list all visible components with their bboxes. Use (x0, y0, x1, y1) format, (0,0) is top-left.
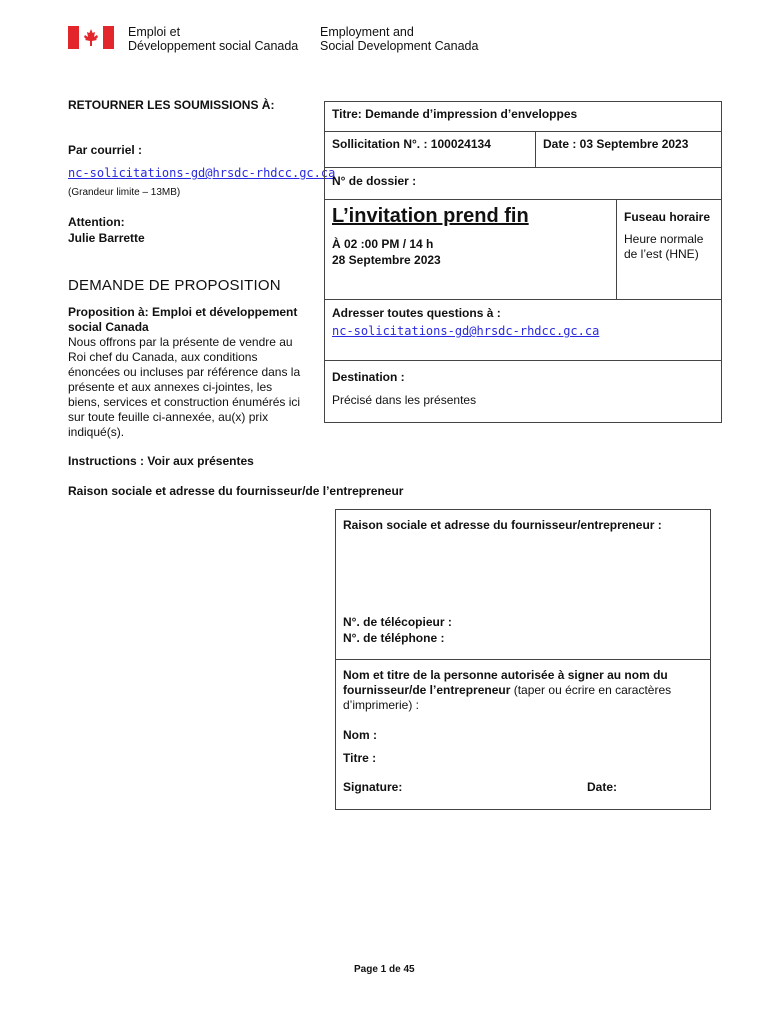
canada-flag-logo (68, 26, 114, 49)
contact-name: Julie Barrette (68, 231, 145, 245)
page-number: Page 1 de 45 (354, 964, 415, 975)
signer-heading (343, 668, 703, 713)
closing-time: À 02 :00 PM / 14 h (332, 237, 434, 251)
divider (324, 131, 722, 132)
return-email-link[interactable]: nc-solicitations-gd@hrsdc-rhdcc.gc.ca (68, 166, 336, 180)
signer-title-field: Titre : (343, 751, 377, 765)
proposal-to-line2: social Canada (68, 320, 149, 334)
phone-number-field: N°. de téléphone : (343, 631, 445, 645)
divider (324, 299, 722, 300)
timezone-label: Fuseau horaire (624, 210, 711, 224)
offer-line: indiqué(s). (68, 425, 125, 439)
signer-heading-line2-bold: fournisseur/de l’entrepreneur (343, 683, 511, 697)
return-heading: RETOURNER LES SOUMISSIONS À: (68, 98, 275, 112)
offer-line: sur toute feuille ci-annexée, au(x) prix (68, 410, 269, 424)
divider (535, 131, 536, 167)
questions-label: Adresser toutes questions à : (332, 306, 501, 320)
instructions-line: Instructions : Voir aux présentes (68, 454, 254, 468)
closing-date: 28 Septembre 2023 (332, 253, 441, 267)
attention-label: Attention: (68, 215, 125, 229)
closing-heading: L’invitation prend fin (332, 205, 529, 227)
dept-fr-line1: Emploi et (128, 25, 181, 39)
dept-fr-line2: Développement social Canada (128, 39, 299, 53)
destination-label: Destination : (332, 370, 405, 384)
offer-line: Roi chef du Canada, aux conditions (68, 350, 258, 364)
offer-line: énoncées ou incluses par référence dans la (68, 365, 301, 379)
size-limit-note: (Grandeur limite – 13MB) (68, 187, 181, 198)
signer-heading-line2-rest: (taper ou écrire en caractères (510, 683, 672, 697)
timezone-value-line1: Heure normale (624, 232, 704, 246)
solicitation-date: Date : 03 Septembre 2023 (543, 137, 689, 151)
signer-name-field: Nom : (343, 728, 377, 742)
department-name-en (320, 25, 478, 53)
destination-value: Précisé dans les présentes (332, 393, 477, 407)
divider (324, 360, 722, 361)
rfp-title: DEMANDE DE PROPOSITION (68, 277, 281, 294)
fax-number-field: N°. de télécopieur : (343, 615, 452, 629)
offer-line: présente et aux annexes ci-jointes, les (68, 380, 273, 394)
signature-date-field: Date: (587, 780, 618, 794)
file-number-label: N° de dossier : (332, 174, 417, 188)
proposal-to-line1: Proposition à: Emploi et développement (68, 305, 298, 319)
divider (335, 659, 711, 660)
signature-field: Signature: (343, 780, 403, 794)
divider (616, 199, 617, 299)
proposal-block (68, 305, 318, 440)
tender-title: Titre: Demande d’impression d’enveloppes (332, 107, 578, 121)
supplier-heading: Raison sociale et adresse du fournisseur/de l’entrepreneur (68, 484, 404, 498)
divider (324, 199, 722, 200)
questions-email-link[interactable]: nc-solicitations-gd@hrsdc-rhdcc.gc.ca (332, 324, 600, 338)
signer-heading-line1: Nom et titre de la personne autorisée à signer au nom du (343, 668, 668, 682)
dept-en-line2: Social Development Canada (320, 39, 479, 53)
divider (324, 167, 722, 168)
offer-line: biens, services et construction énumérés ici (68, 395, 301, 409)
by-email-label: Par courriel : (68, 143, 143, 157)
signer-heading-line3: d’imprimerie) : (343, 698, 420, 712)
timezone-value-line2: de l’est (HNE) (624, 247, 699, 261)
department-name-fr (128, 25, 298, 53)
offer-line: Nous offrons par la présente de vendre au (68, 335, 293, 349)
supplier-box-heading: Raison sociale et adresse du fournisseur/entrepreneur : (343, 518, 662, 532)
solicitation-number: Sollicitation N°. : 100024134 (332, 137, 491, 151)
dept-en-line1: Employment and (320, 25, 414, 39)
